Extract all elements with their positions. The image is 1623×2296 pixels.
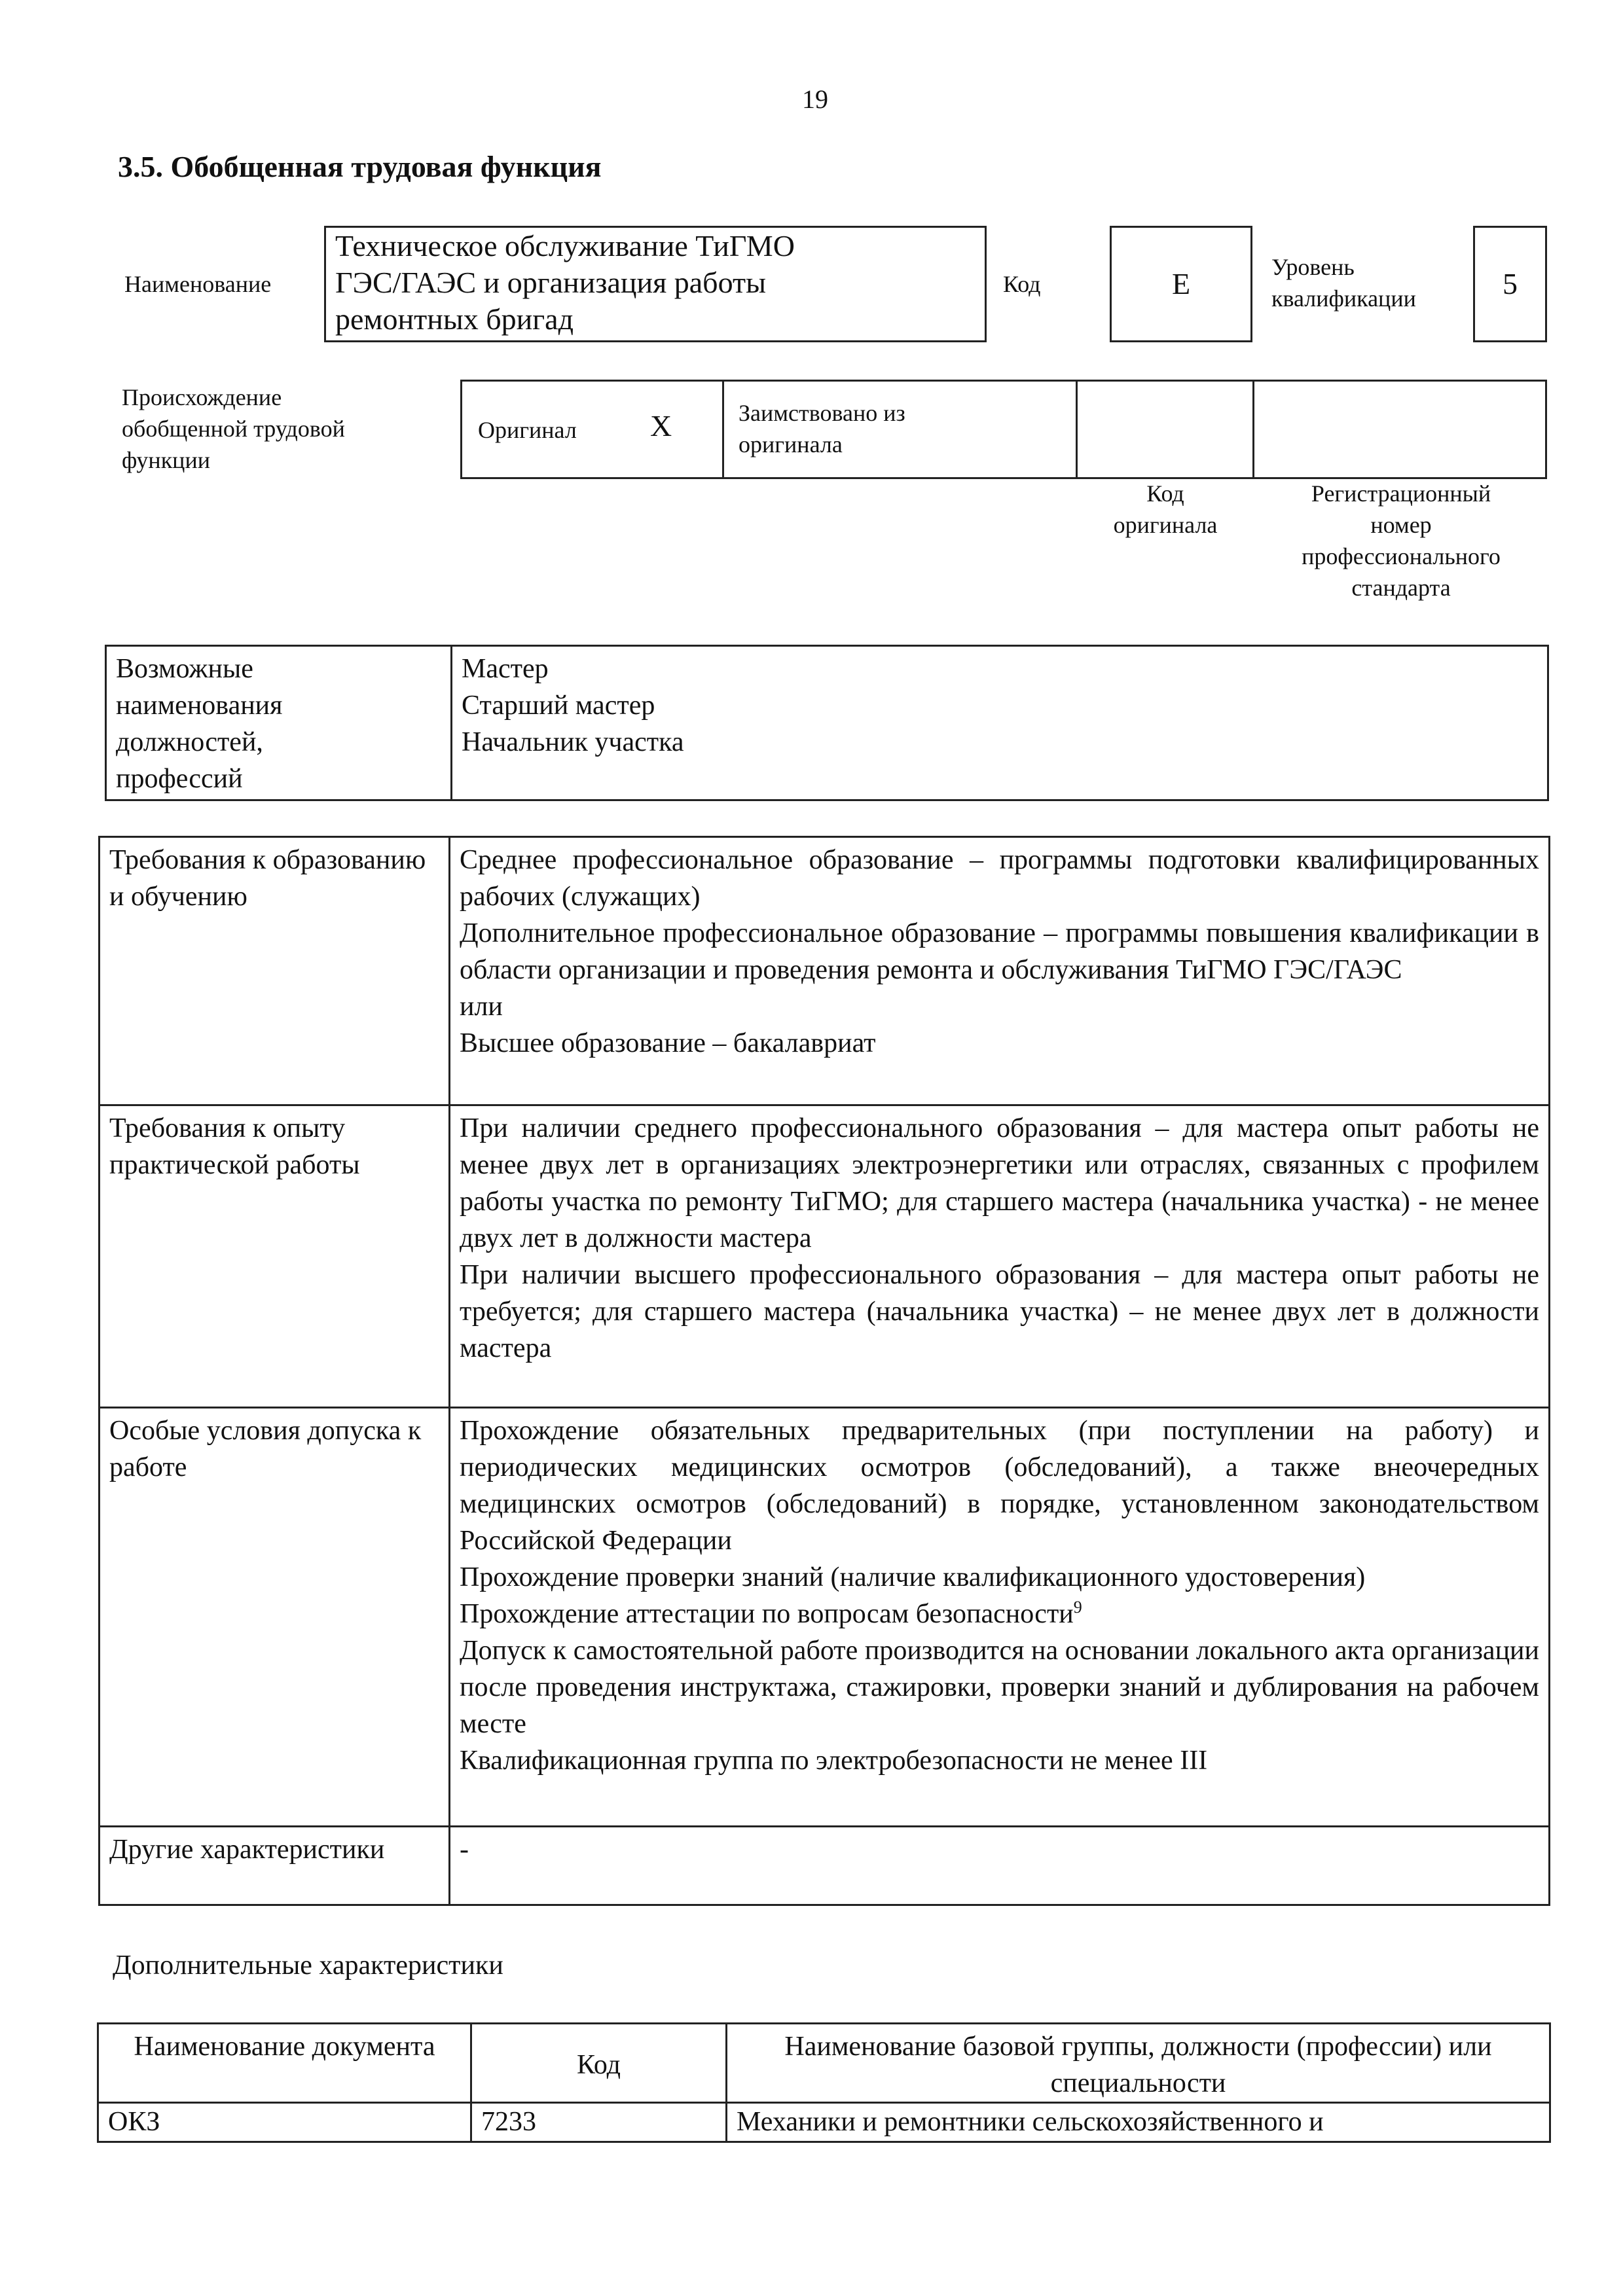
positions-label-line: профессий bbox=[116, 764, 243, 794]
requirement-paragraph: или bbox=[460, 992, 503, 1022]
origin-divider bbox=[1252, 382, 1254, 477]
requirement-paragraph: - bbox=[460, 1835, 469, 1865]
function-name-line: ремонтных бригад bbox=[335, 302, 574, 336]
requirements-row bbox=[100, 1408, 1550, 1827]
origin-divider bbox=[722, 382, 724, 477]
origin-label-line: обобщенной трудовой bbox=[122, 416, 345, 442]
code-value: E bbox=[1171, 267, 1191, 300]
requirement-content-cell bbox=[450, 837, 1550, 1105]
footnote-mark: 9 bbox=[1073, 1598, 1082, 1617]
additional-cell: ОКЗ bbox=[98, 2103, 471, 2142]
code-original-caption bbox=[1074, 478, 1257, 541]
requirement-paragraph: Среднее профессиональное образование – программы подготовки квалифицированных рабочих (служащих) bbox=[460, 845, 1539, 912]
additional-header-cell: Наименование документа bbox=[98, 2024, 471, 2103]
additional-cell: 7233 bbox=[471, 2103, 727, 2142]
requirement-content-cell bbox=[450, 1827, 1550, 1905]
additional-cell: Механики и ремонтники сельскохозяйственного и bbox=[727, 2103, 1550, 2142]
requirement-label-cell: Другие характеристики bbox=[100, 1827, 450, 1905]
level-value: 5 bbox=[1503, 267, 1518, 300]
requirement-paragraph: Высшее образование – бакалавриат bbox=[460, 1028, 876, 1058]
position-item: Мастер bbox=[462, 654, 549, 684]
requirement-paragraph: При наличии среднего профессионального образования – для мастера опыт работы не менее двух лет в организациях электроэнергетики или отраслях, связанных с профилем работы участка по ремонту ТиГМО; для старшего мастера (начальника участка) - не менее двух лет в должности мастера bbox=[460, 1113, 1539, 1253]
section-title: 3.5. Обобщенная трудовая функция bbox=[118, 150, 602, 183]
requirement-paragraph: Квалификационная группа по электробезопасности не менее III bbox=[460, 1746, 1208, 1776]
caption-line: Код bbox=[1146, 480, 1184, 507]
requirement-paragraph-with-footnote bbox=[460, 1596, 1539, 1632]
requirement-label-cell: Особые условия допуска к работе bbox=[100, 1408, 450, 1827]
requirement-content-cell bbox=[450, 1408, 1550, 1827]
requirement-paragraph-text: Прохождение аттестации по вопросам безопасности bbox=[460, 1599, 1074, 1629]
requirement-paragraph: Прохождение проверки знаний (наличие квалификационного удостоверения) bbox=[460, 1562, 1366, 1592]
level-label bbox=[1271, 251, 1416, 314]
position-item: Старший мастер bbox=[462, 691, 655, 721]
positions-values-cell bbox=[452, 646, 1548, 800]
page-number: 19 bbox=[802, 84, 828, 114]
reg-number-caption bbox=[1250, 478, 1552, 603]
positions-label-line: должностей, bbox=[116, 727, 263, 757]
caption-line: номер bbox=[1370, 512, 1432, 538]
caption-line: стандарта bbox=[1351, 575, 1451, 601]
requirement-paragraph: При наличии высшего профессионального образования – для мастера опыт работы не требуется; для старшего мастера (начальника участка) – не менее двух лет в должности мастера bbox=[460, 1260, 1539, 1363]
code-value-box bbox=[1110, 226, 1252, 342]
function-name-line: Техническое обслуживание ТиГМО bbox=[335, 229, 795, 262]
origin-label bbox=[122, 382, 345, 476]
requirement-paragraph: Допуск к самостоятельной работе производится на основании локального акта организации после проведения инструктажа, стажировки, проверки знаний и дублирования на рабочем месте bbox=[460, 1636, 1539, 1739]
original-mark: X bbox=[650, 409, 672, 442]
borrowed-label bbox=[739, 397, 905, 460]
function-name-box bbox=[324, 226, 987, 342]
requirements-row bbox=[100, 1105, 1550, 1408]
additional-header-row bbox=[98, 2024, 1550, 2103]
requirement-label-cell: Требования к образованию и обучению bbox=[100, 837, 450, 1105]
code-label: Код bbox=[1003, 271, 1041, 297]
requirement-paragraph: Дополнительное профессиональное образование – программы повышения квалификации в области организации и проведения ремонта и обслуживания ТиГМО ГЭС/ГАЭС bbox=[460, 918, 1539, 985]
additional-table bbox=[97, 2022, 1551, 2143]
requirements-row bbox=[100, 837, 1550, 1105]
name-label: Наименование bbox=[124, 271, 272, 297]
additional-header-cell: Наименование базовой группы, должности (профессии) или специальности bbox=[727, 2024, 1550, 2103]
caption-line: профессионального bbox=[1302, 543, 1501, 569]
origin-label-line: функции bbox=[122, 447, 210, 473]
level-label-line: Уровень bbox=[1271, 254, 1355, 280]
positions-label-line: наименования bbox=[116, 691, 283, 721]
borrowed-label-line: оригинала bbox=[739, 431, 843, 457]
additional-header-cell: Код bbox=[471, 2024, 727, 2103]
function-name-line: ГЭС/ГАЭС и организация работы bbox=[335, 266, 766, 299]
caption-line: Регистрационный bbox=[1311, 480, 1491, 507]
additional-title: Дополнительные характеристики bbox=[113, 1950, 503, 1981]
original-label: Оригинал bbox=[478, 417, 577, 443]
requirement-label-cell: Требования к опыту практической работы bbox=[100, 1105, 450, 1408]
requirement-content-cell bbox=[450, 1105, 1550, 1408]
requirements-table bbox=[98, 836, 1550, 1906]
origin-divider bbox=[1076, 382, 1078, 477]
positions-table bbox=[105, 645, 1549, 801]
origin-table bbox=[460, 380, 1547, 479]
requirement-paragraph: Прохождение обязательных предварительных (при поступлении на работу) и периодических медицинских осмотров (обследований), а также внеочередных медицинских осмотров (обследований) в порядке, установленном законодательством Российской Федерации bbox=[460, 1416, 1539, 1556]
origin-label-line: Происхождение bbox=[122, 384, 282, 410]
level-label-line: квалификации bbox=[1271, 285, 1416, 312]
requirements-row bbox=[100, 1827, 1550, 1905]
borrowed-label-line: Заимствовано из bbox=[739, 400, 905, 426]
positions-label-cell bbox=[106, 646, 452, 800]
level-value-box bbox=[1473, 226, 1547, 342]
positions-label-line: Возможные bbox=[116, 654, 253, 684]
table-row bbox=[98, 2103, 1550, 2142]
caption-line: оригинала bbox=[1113, 512, 1218, 538]
position-item: Начальник участка bbox=[462, 727, 684, 757]
